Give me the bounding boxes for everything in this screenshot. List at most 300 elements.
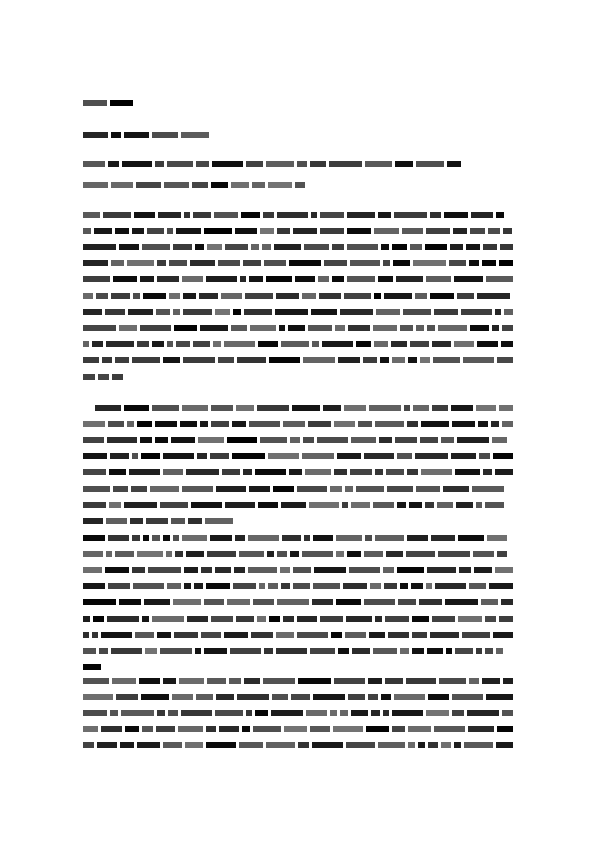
word-mark xyxy=(289,469,302,475)
word-mark xyxy=(470,325,489,331)
word-mark xyxy=(499,405,513,411)
word-mark xyxy=(246,710,252,716)
word-mark xyxy=(302,293,316,299)
word-mark xyxy=(344,293,371,299)
word-mark xyxy=(169,260,187,266)
word-mark xyxy=(479,453,490,459)
word-mark xyxy=(364,599,395,605)
word-mark xyxy=(383,567,394,573)
word-mark xyxy=(253,726,281,732)
word-mark xyxy=(268,583,278,589)
word-mark xyxy=(457,293,474,299)
word-mark xyxy=(387,486,413,492)
word-mark xyxy=(167,583,181,589)
word-mark xyxy=(449,260,466,266)
word-mark xyxy=(297,161,307,167)
word-mark xyxy=(235,535,245,541)
word-mark xyxy=(83,678,109,684)
word-mark xyxy=(293,583,310,589)
word-mark xyxy=(496,212,504,218)
word-mark xyxy=(216,694,234,700)
body-line-mark xyxy=(83,709,513,716)
word-mark xyxy=(420,437,438,443)
word-mark xyxy=(201,632,221,638)
word-mark xyxy=(441,437,454,443)
word-mark xyxy=(380,357,389,363)
word-mark xyxy=(427,648,443,654)
body-line-mark xyxy=(83,647,513,654)
word-mark xyxy=(127,421,134,427)
word-mark xyxy=(348,694,365,700)
word-mark xyxy=(164,182,189,188)
word-mark xyxy=(455,469,480,475)
word-mark xyxy=(133,293,140,299)
word-mark xyxy=(148,567,181,573)
word-mark xyxy=(485,502,504,508)
word-mark xyxy=(330,710,337,716)
word-mark xyxy=(225,244,248,250)
word-mark xyxy=(394,212,427,218)
word-mark xyxy=(186,551,204,557)
word-mark xyxy=(83,583,105,589)
body-line-mark xyxy=(83,260,513,267)
word-mark xyxy=(471,212,493,218)
word-mark xyxy=(497,357,513,363)
word-mark xyxy=(395,437,417,443)
word-mark xyxy=(271,710,303,716)
word-mark xyxy=(163,742,182,748)
word-mark xyxy=(317,437,348,443)
word-mark xyxy=(385,678,403,684)
word-mark xyxy=(281,502,306,508)
body-line-mark xyxy=(83,276,513,283)
word-mark xyxy=(350,260,380,266)
word-mark xyxy=(292,405,320,411)
word-mark xyxy=(416,486,440,492)
word-mark xyxy=(277,228,290,234)
word-mark xyxy=(428,694,449,700)
word-mark xyxy=(346,616,372,622)
word-mark xyxy=(504,309,513,315)
word-mark xyxy=(83,212,100,218)
word-mark xyxy=(311,309,337,315)
word-mark xyxy=(398,599,416,605)
word-mark xyxy=(267,551,274,557)
word-mark xyxy=(350,469,372,475)
word-mark xyxy=(426,710,449,716)
word-mark xyxy=(157,260,166,266)
word-mark xyxy=(373,325,397,331)
word-mark xyxy=(312,341,319,347)
word-mark xyxy=(314,567,346,573)
word-mark xyxy=(112,678,136,684)
word-mark xyxy=(211,182,228,188)
word-mark xyxy=(122,161,152,167)
word-mark xyxy=(155,161,164,167)
word-mark xyxy=(141,453,160,459)
word-mark xyxy=(137,341,149,347)
word-mark xyxy=(83,648,96,654)
word-mark xyxy=(83,100,107,106)
word-mark xyxy=(384,293,412,299)
word-mark xyxy=(458,616,482,622)
word-mark xyxy=(137,421,152,427)
word-mark xyxy=(435,583,466,589)
word-mark xyxy=(83,244,116,250)
word-mark xyxy=(184,212,190,218)
word-mark xyxy=(464,742,493,748)
word-mark xyxy=(337,453,361,459)
word-mark xyxy=(233,583,256,589)
word-mark xyxy=(499,260,513,266)
word-mark xyxy=(139,678,160,684)
body-line-mark xyxy=(83,308,513,315)
word-mark xyxy=(211,421,229,427)
word-mark xyxy=(451,405,473,411)
word-mark xyxy=(463,357,494,363)
word-mark xyxy=(127,260,154,266)
word-mark xyxy=(174,632,198,638)
word-mark xyxy=(412,616,429,622)
word-mark xyxy=(322,341,353,347)
word-mark xyxy=(308,421,331,427)
word-mark xyxy=(477,341,498,347)
word-mark xyxy=(213,341,221,347)
word-mark xyxy=(236,616,254,622)
word-mark xyxy=(206,742,236,748)
word-mark xyxy=(346,742,375,748)
word-mark xyxy=(403,309,431,315)
word-mark xyxy=(336,599,361,605)
body-line-mark xyxy=(83,436,513,443)
word-mark xyxy=(402,228,423,234)
word-mark xyxy=(135,632,154,638)
word-mark xyxy=(330,486,342,492)
word-mark xyxy=(469,260,479,266)
word-mark xyxy=(458,535,484,541)
word-mark xyxy=(408,726,431,732)
word-mark xyxy=(235,228,257,234)
word-mark xyxy=(304,535,310,541)
word-mark xyxy=(393,260,410,266)
word-mark xyxy=(283,616,294,622)
word-mark xyxy=(124,502,157,508)
word-mark xyxy=(112,374,123,380)
word-mark xyxy=(115,357,129,363)
word-mark xyxy=(364,551,383,557)
word-mark xyxy=(343,583,367,589)
word-mark xyxy=(447,161,461,167)
word-mark xyxy=(428,742,438,748)
word-mark xyxy=(219,726,239,732)
word-mark xyxy=(347,244,378,250)
word-mark xyxy=(145,648,157,654)
word-mark xyxy=(101,632,132,638)
word-mark xyxy=(489,583,513,589)
body-line-mark xyxy=(83,501,513,508)
word-mark xyxy=(134,212,155,218)
word-mark xyxy=(193,341,210,347)
word-mark xyxy=(266,276,292,282)
word-mark xyxy=(469,583,486,589)
word-mark xyxy=(302,551,333,557)
word-mark xyxy=(105,309,125,315)
word-mark xyxy=(468,726,494,732)
word-mark xyxy=(243,469,252,475)
word-mark xyxy=(347,551,361,557)
word-mark xyxy=(83,341,89,347)
word-mark xyxy=(297,486,327,492)
word-mark xyxy=(450,244,463,250)
word-mark xyxy=(397,502,406,508)
word-mark xyxy=(207,244,222,250)
word-mark xyxy=(329,161,362,167)
word-mark xyxy=(106,551,112,557)
word-mark xyxy=(211,405,233,411)
word-mark xyxy=(375,535,404,541)
word-mark xyxy=(152,616,184,622)
word-mark xyxy=(233,309,241,315)
word-mark xyxy=(97,742,117,748)
word-mark xyxy=(310,161,326,167)
word-mark xyxy=(373,648,397,654)
word-mark xyxy=(462,632,490,638)
word-mark xyxy=(483,469,492,475)
word-mark xyxy=(210,535,232,541)
word-mark xyxy=(437,502,453,508)
body-line-mark xyxy=(83,227,513,234)
word-mark xyxy=(240,276,246,282)
word-mark xyxy=(400,325,413,331)
word-mark xyxy=(375,421,404,427)
body-line-mark xyxy=(83,583,513,590)
word-mark xyxy=(111,260,124,266)
word-mark xyxy=(171,437,195,443)
word-mark xyxy=(198,437,224,443)
word-mark xyxy=(131,486,147,492)
word-mark xyxy=(232,453,265,459)
word-mark xyxy=(288,325,305,331)
word-mark xyxy=(331,632,342,638)
word-mark xyxy=(430,293,454,299)
word-mark xyxy=(150,486,179,492)
word-mark xyxy=(263,212,274,218)
word-mark xyxy=(234,567,245,573)
word-mark xyxy=(241,212,260,218)
word-mark xyxy=(408,357,417,363)
word-mark xyxy=(427,567,456,573)
word-mark xyxy=(113,276,137,282)
word-mark xyxy=(227,437,257,443)
word-mark xyxy=(111,182,133,188)
word-mark xyxy=(308,325,332,331)
word-mark xyxy=(143,293,166,299)
word-mark xyxy=(430,212,441,218)
word-mark xyxy=(96,293,108,299)
word-mark xyxy=(195,244,204,250)
body-line-mark xyxy=(83,534,513,541)
word-mark xyxy=(410,341,429,347)
word-mark xyxy=(152,132,178,138)
word-mark xyxy=(216,486,246,492)
word-mark xyxy=(408,742,415,748)
word-mark xyxy=(338,357,360,363)
word-mark xyxy=(92,341,103,347)
word-mark xyxy=(94,228,112,234)
word-mark xyxy=(167,341,173,347)
word-mark xyxy=(454,276,483,282)
word-mark xyxy=(333,726,363,732)
word-mark xyxy=(454,742,461,748)
body-line-mark xyxy=(83,420,513,427)
word-mark xyxy=(176,228,201,234)
word-mark xyxy=(347,276,375,282)
word-mark xyxy=(222,469,240,475)
word-mark xyxy=(466,244,480,250)
word-mark xyxy=(407,421,418,427)
word-mark xyxy=(207,551,236,557)
word-mark xyxy=(332,244,344,250)
word-mark xyxy=(457,437,489,443)
word-mark xyxy=(124,132,149,138)
word-mark xyxy=(439,678,466,684)
word-mark xyxy=(277,551,287,557)
word-mark xyxy=(160,648,192,654)
word-mark xyxy=(167,161,193,167)
word-mark xyxy=(83,228,91,234)
word-mark xyxy=(289,260,321,266)
word-mark xyxy=(215,710,243,716)
word-mark xyxy=(163,453,194,459)
word-mark xyxy=(348,325,370,331)
word-mark xyxy=(218,260,240,266)
word-mark xyxy=(83,518,103,524)
word-mark xyxy=(495,567,513,573)
word-mark xyxy=(438,551,470,557)
word-mark xyxy=(351,502,370,508)
word-mark xyxy=(406,551,435,557)
word-mark xyxy=(206,276,237,282)
word-mark xyxy=(452,694,483,700)
word-mark xyxy=(432,616,455,622)
word-mark xyxy=(379,437,392,443)
word-mark xyxy=(155,421,177,427)
word-mark xyxy=(152,535,160,541)
word-mark xyxy=(108,583,130,589)
word-mark xyxy=(83,742,94,748)
word-mark xyxy=(495,309,501,315)
word-mark xyxy=(249,486,270,492)
word-mark xyxy=(378,276,393,282)
word-mark xyxy=(306,710,327,716)
word-mark xyxy=(93,616,104,622)
word-mark xyxy=(140,276,154,282)
word-mark xyxy=(276,632,294,638)
word-mark xyxy=(182,405,208,411)
word-mark xyxy=(376,309,400,315)
body-line-mark xyxy=(83,677,513,684)
word-mark xyxy=(142,726,153,732)
word-mark xyxy=(121,710,154,716)
word-mark xyxy=(481,599,498,605)
word-mark xyxy=(371,710,380,716)
word-mark xyxy=(83,260,108,266)
word-mark xyxy=(174,325,197,331)
word-mark xyxy=(482,260,496,266)
word-mark xyxy=(320,228,344,234)
word-mark xyxy=(434,726,465,732)
word-mark xyxy=(395,161,413,167)
word-mark xyxy=(456,502,473,508)
word-mark xyxy=(184,583,191,589)
word-mark xyxy=(499,616,513,622)
word-mark xyxy=(152,341,164,347)
word-mark xyxy=(171,518,185,524)
word-mark xyxy=(266,742,295,748)
word-mark xyxy=(293,567,311,573)
word-mark xyxy=(249,421,280,427)
word-mark xyxy=(310,648,335,654)
word-mark xyxy=(319,293,341,299)
word-mark xyxy=(369,405,401,411)
word-mark xyxy=(279,325,285,331)
word-mark xyxy=(201,567,212,573)
word-mark xyxy=(421,469,452,475)
body-line-mark xyxy=(83,292,513,299)
word-mark xyxy=(451,453,476,459)
word-mark xyxy=(230,648,261,654)
word-mark xyxy=(309,502,339,508)
title-line-mark xyxy=(83,181,305,188)
word-mark xyxy=(268,453,299,459)
word-mark xyxy=(426,276,451,282)
word-mark xyxy=(492,325,499,331)
word-mark xyxy=(397,453,412,459)
word-mark xyxy=(386,469,404,475)
word-mark xyxy=(182,276,203,282)
word-mark xyxy=(264,260,286,266)
word-mark xyxy=(368,678,382,684)
word-mark xyxy=(248,535,279,541)
word-mark xyxy=(166,551,172,557)
word-mark xyxy=(143,535,149,541)
word-mark xyxy=(482,678,500,684)
word-mark xyxy=(388,632,409,638)
word-mark xyxy=(115,228,129,234)
word-mark xyxy=(336,535,362,541)
word-mark xyxy=(95,405,121,411)
word-mark xyxy=(173,244,192,250)
word-mark xyxy=(276,293,299,299)
word-mark xyxy=(106,518,127,524)
word-mark xyxy=(383,710,389,716)
word-mark xyxy=(232,421,246,427)
word-mark xyxy=(386,551,403,557)
word-mark xyxy=(344,405,366,411)
word-mark xyxy=(340,309,373,315)
word-mark xyxy=(137,551,163,557)
word-mark xyxy=(188,518,202,524)
word-mark xyxy=(248,567,277,573)
word-mark xyxy=(242,726,250,732)
word-mark xyxy=(345,632,366,638)
body-line-mark xyxy=(83,341,513,348)
word-mark xyxy=(476,648,482,654)
word-mark xyxy=(274,244,301,250)
word-mark xyxy=(304,244,329,250)
word-mark xyxy=(158,212,181,218)
word-mark xyxy=(250,325,276,331)
